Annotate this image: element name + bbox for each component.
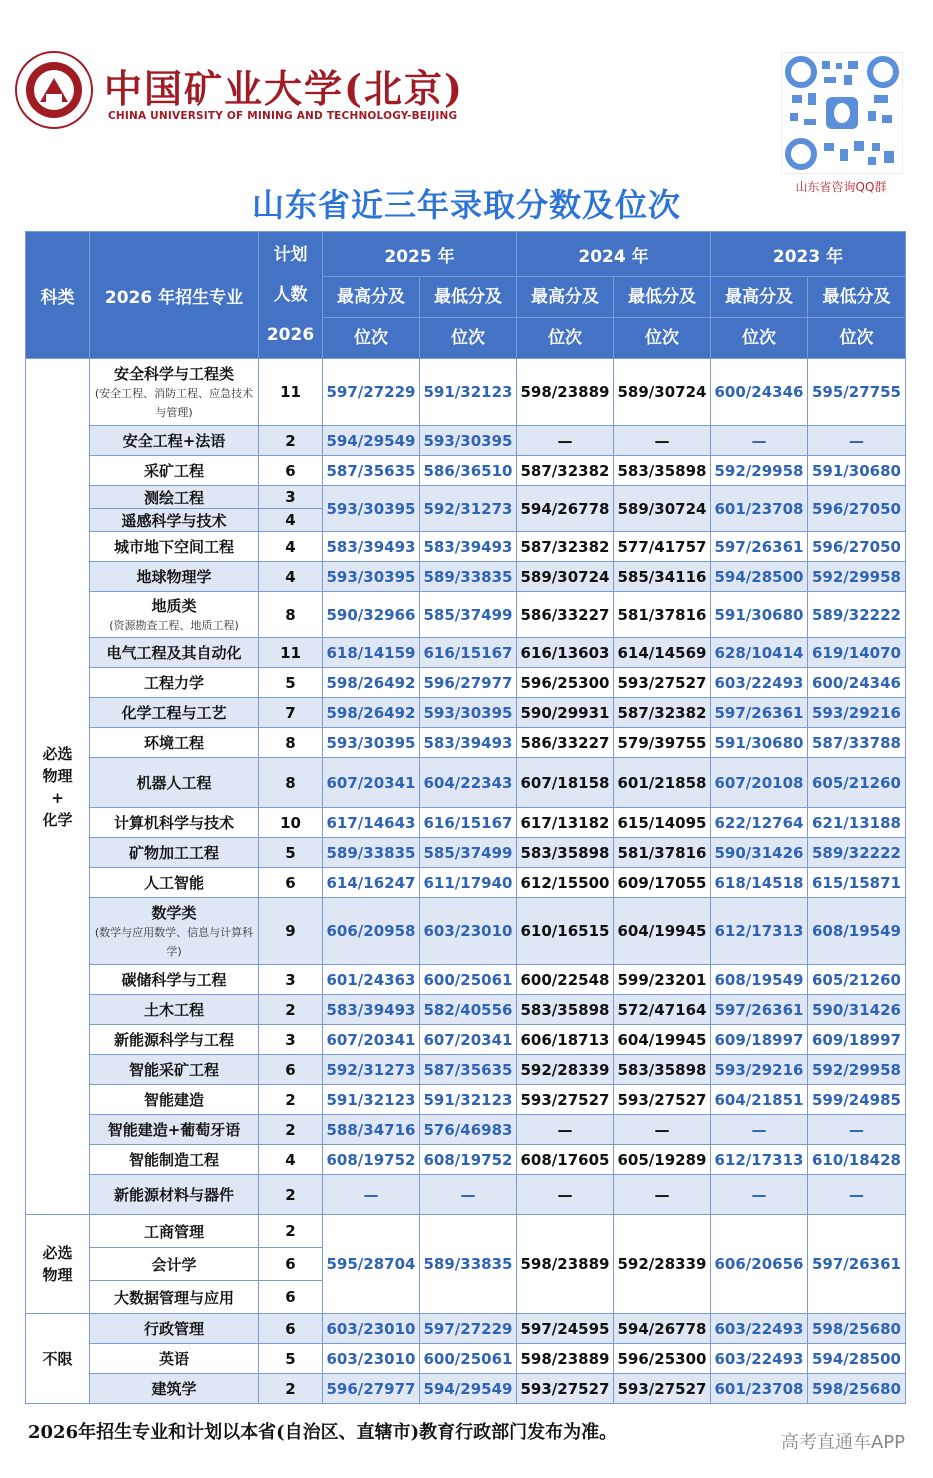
score-cell: —: [420, 1175, 517, 1215]
plan-cell: 2: [259, 1215, 323, 1248]
score-cell: 587/32382: [517, 532, 614, 562]
score-cell: 600/22548: [517, 965, 614, 995]
table-row: [26, 1175, 906, 1215]
score-cell: 615/15871: [808, 868, 906, 898]
plan-cell: 5: [259, 1344, 323, 1374]
score-cell: 606/20958: [323, 898, 420, 965]
score-cell: 583/39493: [420, 532, 517, 562]
major-cell: 环境工程: [90, 728, 259, 758]
score-cell: 589/30724: [614, 359, 711, 426]
plan-cell: 2: [259, 1085, 323, 1115]
subheader-max-rank-2: 位次: [711, 318, 808, 359]
major-cell: 安全科学与工程类 (安全工程、消防工程、应急技术与管理): [90, 359, 259, 426]
table-row: [26, 698, 906, 728]
score-cell: 591/30680: [711, 592, 808, 638]
plan-cell: 8: [259, 728, 323, 758]
score-cell: 603/22493: [711, 1314, 808, 1344]
major-cell: 会计学: [90, 1248, 259, 1281]
subheader-max-2: 最高分及: [711, 277, 808, 318]
qr-code-icon[interactable]: [781, 52, 903, 174]
score-cell: 586/36510: [420, 456, 517, 486]
table-row: [26, 1115, 906, 1145]
score-cell: —: [517, 426, 614, 456]
score-cell: —: [517, 1175, 614, 1215]
score-cell: 599/23201: [614, 965, 711, 995]
plan-cell: 9: [259, 898, 323, 965]
table-row: [26, 1145, 906, 1175]
score-cell: 593/29216: [808, 698, 906, 728]
score-cell: 581/37816: [614, 592, 711, 638]
score-cell: 597/26361: [711, 698, 808, 728]
score-cell: 594/29549: [323, 426, 420, 456]
score-cell: 618/14159: [323, 638, 420, 668]
table-row: [26, 1374, 906, 1404]
category-cell: 必选 物理: [26, 1215, 90, 1314]
score-cell: 593/30395: [323, 728, 420, 758]
header-major: 2026 年招生专业: [90, 232, 259, 359]
major-cell: 机器人工程: [90, 758, 259, 808]
table-row: [26, 1314, 906, 1344]
score-cell: 609/18997: [808, 1025, 906, 1055]
table-row: [26, 965, 906, 995]
subheader-min-0: 最低分及: [420, 277, 517, 318]
table-row: [26, 359, 906, 426]
table-row: [26, 456, 906, 486]
table-row: [26, 1055, 906, 1085]
score-cell: 598/23889: [517, 1215, 614, 1314]
score-cell: 616/13603: [517, 638, 614, 668]
score-cell: 591/30680: [711, 728, 808, 758]
university-seal-icon: [14, 50, 94, 130]
score-cell: 593/30395: [323, 562, 420, 592]
score-cell: 608/17605: [517, 1145, 614, 1175]
table-row: [26, 728, 906, 758]
major-cell: 遥感科学与技术: [90, 509, 259, 532]
plan-cell: 6: [259, 1314, 323, 1344]
score-cell: 594/29549: [420, 1374, 517, 1404]
score-cell: 586/33227: [517, 592, 614, 638]
major-cell: 电气工程及其自动化: [90, 638, 259, 668]
plan-cell: 3: [259, 1025, 323, 1055]
major-cell: 计算机科学与技术: [90, 808, 259, 838]
score-cell: 596/25300: [517, 668, 614, 698]
table-row: [26, 995, 906, 1025]
major-cell: 土木工程: [90, 995, 259, 1025]
score-cell: 585/34116: [614, 562, 711, 592]
score-cell: 604/19945: [614, 1025, 711, 1055]
score-cell: —: [711, 426, 808, 456]
score-cell: —: [614, 1115, 711, 1145]
table-row: [26, 486, 906, 509]
score-cell: —: [614, 1175, 711, 1215]
score-cell: 605/21260: [808, 965, 906, 995]
score-cell: 606/18713: [517, 1025, 614, 1055]
score-cell: 601/24363: [323, 965, 420, 995]
score-cell: 581/37816: [614, 838, 711, 868]
plan-cell: 11: [259, 638, 323, 668]
major-cell: 测绘工程: [90, 486, 259, 509]
score-cell: 589/33835: [420, 562, 517, 592]
score-cell: 609/17055: [614, 868, 711, 898]
score-cell: —: [517, 1115, 614, 1145]
table-row: [26, 1025, 906, 1055]
score-cell: 597/26361: [711, 532, 808, 562]
score-cell: 612/15500: [517, 868, 614, 898]
table-row: [26, 898, 906, 965]
score-cell: 601/23708: [711, 1374, 808, 1404]
score-cell: 610/18428: [808, 1145, 906, 1175]
major-cell: 地球物理学: [90, 562, 259, 592]
score-cell: 589/33835: [420, 1215, 517, 1314]
major-cell: 采矿工程: [90, 456, 259, 486]
score-cell: 616/15167: [420, 638, 517, 668]
plan-cell: 4: [259, 532, 323, 562]
score-cell: 589/30724: [614, 486, 711, 532]
plan-cell: 5: [259, 838, 323, 868]
header-year-2024: 2024 年: [517, 232, 711, 277]
plan-cell: 3: [259, 486, 323, 509]
scores-table-wrapper: [25, 231, 906, 1404]
score-cell: 590/32966: [323, 592, 420, 638]
score-cell: 604/19945: [614, 898, 711, 965]
score-cell: 587/33788: [808, 728, 906, 758]
score-cell: 598/23889: [517, 1344, 614, 1374]
major-cell: 新能源科学与工程: [90, 1025, 259, 1055]
score-cell: 616/15167: [420, 808, 517, 838]
major-cell: 城市地下空间工程: [90, 532, 259, 562]
major-cell: 大数据管理与应用: [90, 1281, 259, 1314]
score-cell: 593/29216: [711, 1055, 808, 1085]
table-row: [26, 426, 906, 456]
score-cell: 586/33227: [517, 728, 614, 758]
plan-cell: 2: [259, 1175, 323, 1215]
subheader-max-rank-1: 位次: [517, 318, 614, 359]
plan-cell: 8: [259, 592, 323, 638]
score-cell: 592/29958: [808, 1055, 906, 1085]
score-cell: 591/32123: [420, 359, 517, 426]
score-cell: 587/32382: [614, 698, 711, 728]
score-cell: 595/27755: [808, 359, 906, 426]
plan-cell: 6: [259, 1248, 323, 1281]
score-cell: 600/25061: [420, 1344, 517, 1374]
score-cell: 593/30395: [420, 426, 517, 456]
table-row: [26, 808, 906, 838]
score-cell: 593/30395: [323, 486, 420, 532]
score-cell: 607/18158: [517, 758, 614, 808]
score-cell: 588/34716: [323, 1115, 420, 1145]
score-cell: 589/30724: [517, 562, 614, 592]
score-cell: 600/24346: [808, 668, 906, 698]
score-cell: 583/35898: [614, 1055, 711, 1085]
score-cell: 610/16515: [517, 898, 614, 965]
score-cell: 589/33835: [323, 838, 420, 868]
score-cell: 594/26778: [517, 486, 614, 532]
score-cell: 577/41757: [614, 532, 711, 562]
score-cell: 590/31426: [711, 838, 808, 868]
score-cell: 592/28339: [517, 1055, 614, 1085]
plan-cell: 3: [259, 965, 323, 995]
score-cell: 606/20656: [711, 1215, 808, 1314]
score-cell: 622/12764: [711, 808, 808, 838]
score-cell: 600/24346: [711, 359, 808, 426]
plan-cell: 6: [259, 1055, 323, 1085]
table-row: [26, 1215, 906, 1248]
score-cell: 611/17940: [420, 868, 517, 898]
score-cell: 607/20108: [711, 758, 808, 808]
score-cell: 592/29958: [808, 562, 906, 592]
major-cell: 安全工程+法语: [90, 426, 259, 456]
score-cell: 615/14095: [614, 808, 711, 838]
score-cell: 597/26361: [711, 995, 808, 1025]
score-cell: 603/22493: [711, 668, 808, 698]
score-cell: 608/19549: [711, 965, 808, 995]
scores-table: [25, 231, 906, 1404]
subheader-min-1: 最低分及: [614, 277, 711, 318]
score-cell: 590/29931: [517, 698, 614, 728]
major-cell: 碳储科学与工程: [90, 965, 259, 995]
category-cell: 必选 物理 + 化学: [26, 359, 90, 1215]
score-cell: 614/14569: [614, 638, 711, 668]
score-cell: 593/27527: [614, 1374, 711, 1404]
score-cell: 603/23010: [323, 1314, 420, 1344]
score-cell: 608/19549: [808, 898, 906, 965]
subheader-min-rank-2: 位次: [808, 318, 906, 359]
score-cell: 617/14643: [323, 808, 420, 838]
score-cell: 587/35635: [323, 456, 420, 486]
score-cell: 598/25680: [808, 1374, 906, 1404]
score-cell: 605/21260: [808, 758, 906, 808]
score-cell: 597/27229: [323, 359, 420, 426]
score-cell: 597/24595: [517, 1314, 614, 1344]
score-cell: 608/19752: [323, 1145, 420, 1175]
score-cell: 612/17313: [711, 898, 808, 965]
major-cell: 工程力学: [90, 668, 259, 698]
major-cell: 新能源材料与器件: [90, 1175, 259, 1215]
score-cell: 596/25300: [614, 1344, 711, 1374]
plan-cell: 4: [259, 509, 323, 532]
score-cell: 608/19752: [420, 1145, 517, 1175]
score-cell: 607/20341: [323, 758, 420, 808]
score-cell: 599/24985: [808, 1085, 906, 1115]
score-cell: 579/39755: [614, 728, 711, 758]
table-row: [26, 562, 906, 592]
score-cell: 583/39493: [323, 532, 420, 562]
score-cell: 589/32222: [808, 592, 906, 638]
score-cell: 593/27527: [517, 1085, 614, 1115]
score-cell: 601/23708: [711, 486, 808, 532]
score-cell: 607/20341: [323, 1025, 420, 1055]
score-cell: 590/31426: [808, 995, 906, 1025]
score-cell: 598/23889: [517, 359, 614, 426]
score-cell: 596/27050: [808, 486, 906, 532]
score-cell: 604/21851: [711, 1085, 808, 1115]
major-cell: 建筑学: [90, 1374, 259, 1404]
score-cell: 596/27977: [323, 1374, 420, 1404]
score-cell: 591/30680: [808, 456, 906, 486]
score-cell: 603/23010: [420, 898, 517, 965]
score-cell: 593/27527: [517, 1374, 614, 1404]
subheader-min-2: 最低分及: [808, 277, 906, 318]
score-cell: 583/39493: [323, 995, 420, 1025]
category-cell: 不限: [26, 1314, 90, 1404]
score-cell: 585/37499: [420, 592, 517, 638]
major-cell: 智能建造+葡萄牙语: [90, 1115, 259, 1145]
table-row: [26, 1085, 906, 1115]
score-cell: 596/27050: [808, 532, 906, 562]
subheader-min-rank-0: 位次: [420, 318, 517, 359]
plan-cell: 6: [259, 456, 323, 486]
score-cell: 598/25680: [808, 1314, 906, 1344]
plan-cell: 7: [259, 698, 323, 728]
score-cell: 618/14518: [711, 868, 808, 898]
score-cell: —: [614, 426, 711, 456]
score-cell: 585/37499: [420, 838, 517, 868]
table-row: [26, 668, 906, 698]
score-cell: 609/18997: [711, 1025, 808, 1055]
score-cell: 583/39493: [420, 728, 517, 758]
score-cell: 583/35898: [517, 995, 614, 1025]
score-cell: 612/17313: [711, 1145, 808, 1175]
score-cell: 589/32222: [808, 838, 906, 868]
qr-caption: 山东省咨询QQ群: [795, 180, 887, 194]
score-cell: 592/28339: [614, 1215, 711, 1314]
score-cell: 595/28704: [323, 1215, 420, 1314]
score-cell: 592/31273: [420, 486, 517, 532]
major-cell: 人工智能: [90, 868, 259, 898]
score-cell: 576/46983: [420, 1115, 517, 1145]
plan-cell: 11: [259, 359, 323, 426]
score-cell: 603/23010: [323, 1344, 420, 1374]
major-cell: 英语: [90, 1344, 259, 1374]
score-cell: 593/30395: [420, 698, 517, 728]
score-cell: —: [808, 426, 906, 456]
score-cell: 603/22493: [711, 1344, 808, 1374]
table-row: [26, 1344, 906, 1374]
score-cell: 604/22343: [420, 758, 517, 808]
score-cell: 582/40556: [420, 995, 517, 1025]
score-cell: —: [711, 1115, 808, 1145]
major-cell: 矿物加工工程: [90, 838, 259, 868]
major-cell: 智能制造工程: [90, 1145, 259, 1175]
plan-cell: 2: [259, 995, 323, 1025]
score-cell: 598/26492: [323, 698, 420, 728]
university-name-cn: 中国矿业大学(北京): [104, 66, 464, 111]
plan-cell: 5: [259, 668, 323, 698]
score-cell: —: [808, 1115, 906, 1145]
table-row: [26, 758, 906, 808]
plan-cell: 4: [259, 1145, 323, 1175]
score-cell: —: [711, 1175, 808, 1215]
score-cell: 592/29958: [711, 456, 808, 486]
subheader-max-rank-0: 位次: [323, 318, 420, 359]
score-cell: 614/16247: [323, 868, 420, 898]
plan-cell: 10: [259, 808, 323, 838]
score-cell: 594/28500: [711, 562, 808, 592]
header-plan: 计划 人数 2026: [259, 232, 323, 359]
score-cell: 594/28500: [808, 1344, 906, 1374]
header-category: 科类: [26, 232, 90, 359]
plan-cell: 6: [259, 1281, 323, 1314]
plan-cell: 2: [259, 1374, 323, 1404]
subheader-max-0: 最高分及: [323, 277, 420, 318]
score-cell: 583/35898: [517, 838, 614, 868]
plan-cell: 2: [259, 426, 323, 456]
score-cell: 597/26361: [808, 1215, 906, 1314]
score-cell: 587/35635: [420, 1055, 517, 1085]
score-cell: 621/13188: [808, 808, 906, 838]
score-cell: 605/19289: [614, 1145, 711, 1175]
table-row: [26, 868, 906, 898]
score-cell: 617/13182: [517, 808, 614, 838]
major-cell: 智能采矿工程: [90, 1055, 259, 1085]
major-cell: 行政管理: [90, 1314, 259, 1344]
plan-cell: 4: [259, 562, 323, 592]
score-cell: 572/47164: [614, 995, 711, 1025]
score-cell: 594/26778: [614, 1314, 711, 1344]
score-cell: 587/32382: [517, 456, 614, 486]
page-title: 山东省近三年录取分数及位次: [251, 186, 681, 224]
score-cell: —: [808, 1175, 906, 1215]
university-name-en: CHINA UNIVERSITY OF MINING AND TECHNOLOGY-BEIJING: [108, 110, 458, 122]
score-cell: 583/35898: [614, 456, 711, 486]
plan-cell: 6: [259, 868, 323, 898]
footer-note: 2026年招生专业和计划以本省(自治区、直辖市)教育行政部门发布为准。: [28, 1422, 618, 1443]
table-row: [26, 638, 906, 668]
score-cell: 601/21858: [614, 758, 711, 808]
score-cell: 592/31273: [323, 1055, 420, 1085]
subheader-min-rank-1: 位次: [614, 318, 711, 359]
score-cell: 593/27527: [614, 1085, 711, 1115]
score-cell: 591/32123: [420, 1085, 517, 1115]
major-cell: 数学类 (数学与应用数学、信息与计算科学): [90, 898, 259, 965]
score-cell: 597/27229: [420, 1314, 517, 1344]
score-cell: 598/26492: [323, 668, 420, 698]
score-cell: 593/27527: [614, 668, 711, 698]
table-row: [26, 838, 906, 868]
major-cell: 工商管理: [90, 1215, 259, 1248]
score-cell: 596/27977: [420, 668, 517, 698]
plan-cell: 8: [259, 758, 323, 808]
score-cell: 600/25061: [420, 965, 517, 995]
header-year-2025: 2025 年: [323, 232, 517, 277]
score-cell: 607/20341: [420, 1025, 517, 1055]
major-cell: 地质类 (资源勘查工程、地质工程): [90, 592, 259, 638]
watermark: 高考直通车APP: [780, 1432, 905, 1453]
table-row: [26, 532, 906, 562]
header-year-2023: 2023 年: [711, 232, 906, 277]
score-cell: 628/10414: [711, 638, 808, 668]
subheader-max-1: 最高分及: [517, 277, 614, 318]
major-cell: 化学工程与工艺: [90, 698, 259, 728]
score-cell: 619/14070: [808, 638, 906, 668]
major-cell: 智能建造: [90, 1085, 259, 1115]
score-cell: —: [323, 1175, 420, 1215]
table-row: [26, 592, 906, 638]
score-cell: 591/32123: [323, 1085, 420, 1115]
plan-cell: 2: [259, 1115, 323, 1145]
